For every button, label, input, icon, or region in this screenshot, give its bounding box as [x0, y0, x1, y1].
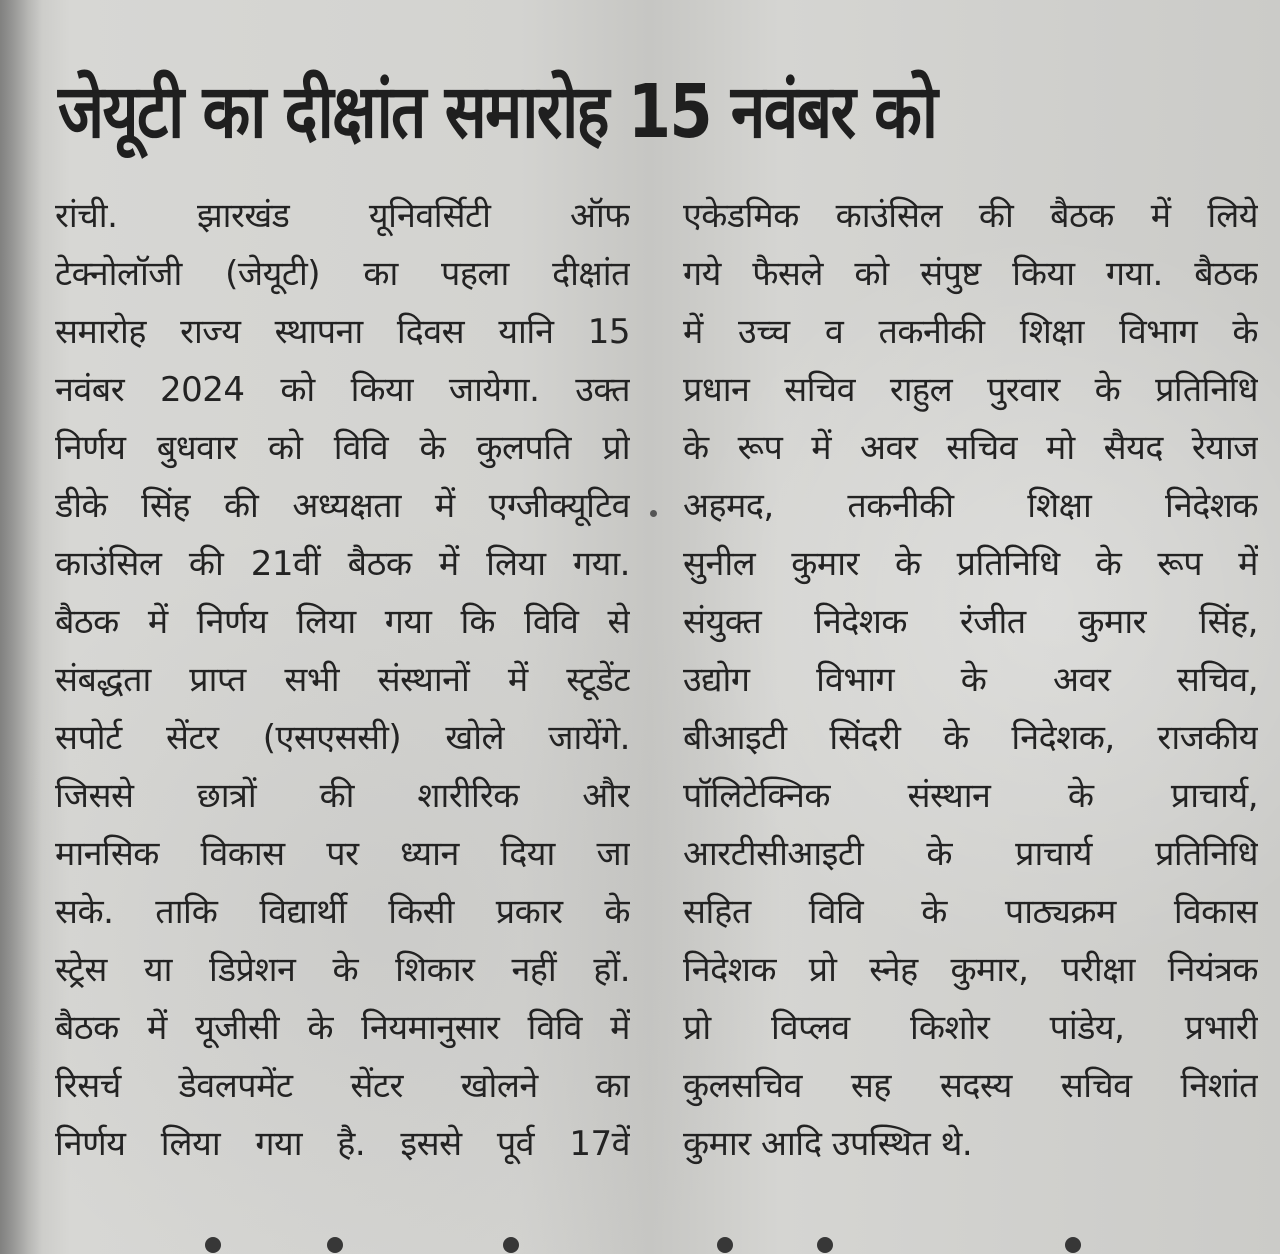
ink-mark: [327, 1237, 343, 1253]
right-line: गये फैसले को संपुष्ट किया गया. बैठक: [683, 254, 1258, 294]
left-line: निर्णय बुधवार को विवि के कुलपति प्रो: [55, 428, 630, 468]
article-headline: जेयूटी का दीक्षांत समारोह 15 नवंबर को: [58, 69, 937, 155]
right-line: कुमार आदि उपस्थित थे.: [683, 1124, 973, 1164]
ink-mark: [1065, 1237, 1081, 1253]
right-line: पॉलिटेक्निक संस्थान के प्राचार्य,: [683, 776, 1258, 816]
left-line: सपोर्ट सेंटर (एसएससी) खोले जायेंगे.: [55, 718, 630, 758]
left-line: बैठक में यूजीसी के नियमानुसार विवि में: [55, 1008, 630, 1048]
ink-mark: [817, 1237, 833, 1253]
right-line: आरटीसीआइटी के प्राचार्य प्रतिनिधि: [683, 834, 1258, 874]
right-line: के रूप में अवर सचिव मो सैयद रेयाज: [683, 428, 1258, 468]
left-line: रिसर्च डेवलपमेंट सेंटर खोलने का: [55, 1066, 630, 1106]
ink-mark: [717, 1237, 733, 1253]
left-line: नवंबर 2024 को किया जायेगा. उक्त: [55, 370, 630, 410]
ink-mark: [503, 1237, 519, 1253]
left-line: निर्णय लिया गया है. इससे पूर्व 17वें: [55, 1124, 630, 1164]
left-line: काउंसिल की 21वीं बैठक में लिया गया.: [55, 544, 630, 584]
right-line: अहमद, तकनीकी शिक्षा निदेशक: [683, 486, 1258, 526]
right-line: प्रधान सचिव राहुल पुरवार के प्रतिनिधि: [683, 370, 1258, 410]
right-line: एकेडमिक काउंसिल की बैठक में लिये: [683, 196, 1258, 236]
left-line: जिससे छात्रों की शारीरिक और: [55, 776, 630, 816]
left-line: सके. ताकि विद्यार्थी किसी प्रकार के: [55, 892, 630, 932]
right-line: बीआइटी सिंदरी के निदेशक, राजकीय: [683, 718, 1258, 758]
right-line: प्रो विप्लव किशोर पांडेय, प्रभारी: [683, 1008, 1258, 1048]
right-line: निदेशक प्रो स्नेह कुमार, परीक्षा नियंत्रक: [683, 950, 1258, 990]
right-line: में उच्च व तकनीकी शिक्षा विभाग के: [683, 312, 1258, 352]
left-text-column: [55, 188, 630, 1198]
paper-edge-shadow: [0, 0, 42, 1254]
left-line: डीके सिंह की अध्यक्षता में एग्जीक्यूटिव: [55, 486, 630, 526]
right-line: सहित विवि के पाठ्यक्रम विकास: [683, 892, 1258, 932]
left-line: समारोह राज्य स्थापना दिवस यानि 15: [55, 312, 630, 352]
left-line: संबद्धता प्राप्त सभी संस्थानों में स्टूडेंट: [55, 660, 630, 700]
ink-mark: [205, 1237, 221, 1253]
column-gutter-dot: [650, 510, 657, 517]
cropped-next-article-marks: [205, 1229, 1245, 1254]
cropped-previous-text: [75, 0, 695, 16]
left-line: बैठक में निर्णय लिया गया कि विवि से: [55, 602, 630, 642]
left-line: टेक्नोलॉजी (जेयूटी) का पहला दीक्षांत: [55, 254, 630, 294]
left-line: मानसिक विकास पर ध्यान दिया जा: [55, 834, 630, 874]
left-line: स्ट्रेस या डिप्रेशन के शिकार नहीं हों.: [55, 950, 630, 990]
right-line: सुनील कुमार के प्रतिनिधि के रूप में: [683, 544, 1258, 584]
right-line: संयुक्त निदेशक रंजीत कुमार सिंह,: [683, 602, 1258, 642]
left-line: रांची. झारखंड यूनिवर्सिटी ऑफ: [55, 196, 630, 236]
right-line: उद्योग विभाग के अवर सचिव,: [683, 660, 1258, 700]
right-line: कुलसचिव सह सदस्य सचिव निशांत: [683, 1066, 1258, 1106]
right-text-column: [683, 188, 1258, 1198]
